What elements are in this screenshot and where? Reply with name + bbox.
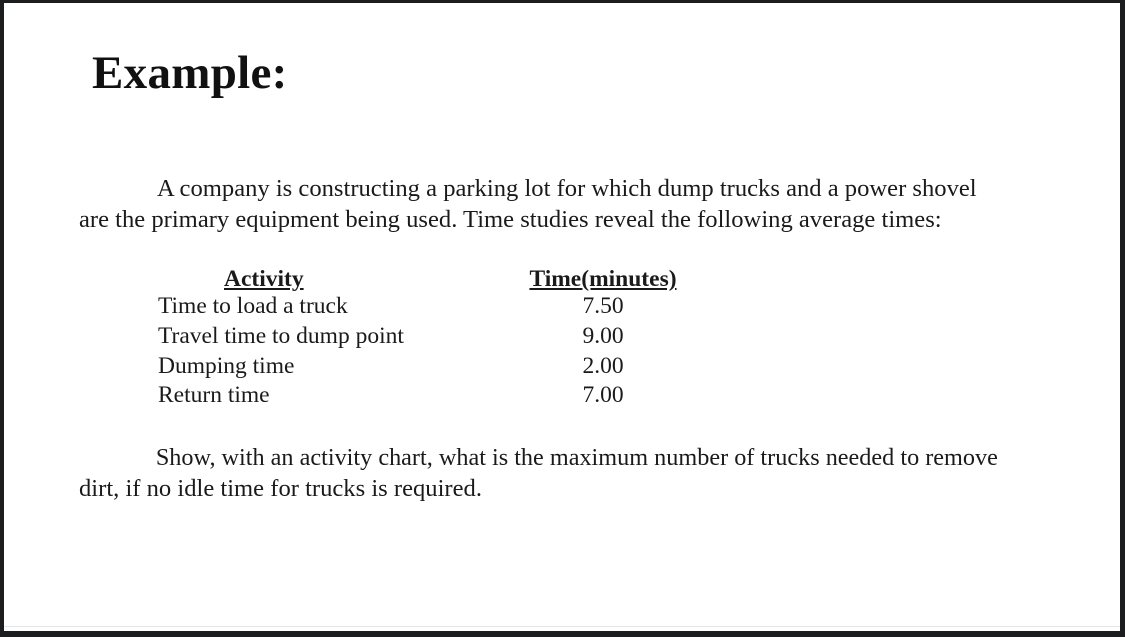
activity-cell: Travel time to dump point (158, 322, 404, 349)
time-cell: 7.00 (582, 382, 624, 409)
page-edge-divider (4, 626, 1120, 627)
question-line-1-text: Show, with an activity chart, what is the maximum number of trucks needed to remove (155, 444, 998, 471)
header-time (508, 265, 698, 292)
activity-cell: Dumping time (158, 352, 295, 379)
header-time-text: Time(minutes) (529, 266, 677, 292)
table-row (158, 352, 698, 382)
document-page (4, 3, 1120, 631)
intro-line-1-text: A company is constructing a parking lot for which dump trucks and a power shovel (157, 175, 977, 202)
table-row (158, 292, 698, 322)
time-cell: 9.00 (582, 322, 624, 349)
activity-time-table (158, 265, 698, 411)
question-line-2: dirt, if no idle time for trucks is required. (79, 475, 482, 502)
header-activity (158, 265, 508, 292)
activity-cell: Time to load a truck (158, 293, 348, 319)
time-cell: 2.00 (582, 352, 624, 379)
table-row (158, 322, 698, 352)
question-line-1 (79, 442, 998, 473)
intro-line-1 (79, 173, 977, 204)
table-row (158, 381, 698, 411)
document-title: Example: (92, 47, 288, 99)
intro-line-2: are the primary equipment being used. Time studies reveal the following average times: (79, 206, 942, 233)
question-paragraph (79, 442, 1012, 504)
header-activity-text: Activity (224, 266, 304, 292)
table-header-row (158, 265, 698, 292)
intro-paragraph (79, 173, 977, 235)
time-cell: 7.50 (582, 293, 624, 319)
activity-cell: Return time (158, 382, 270, 409)
